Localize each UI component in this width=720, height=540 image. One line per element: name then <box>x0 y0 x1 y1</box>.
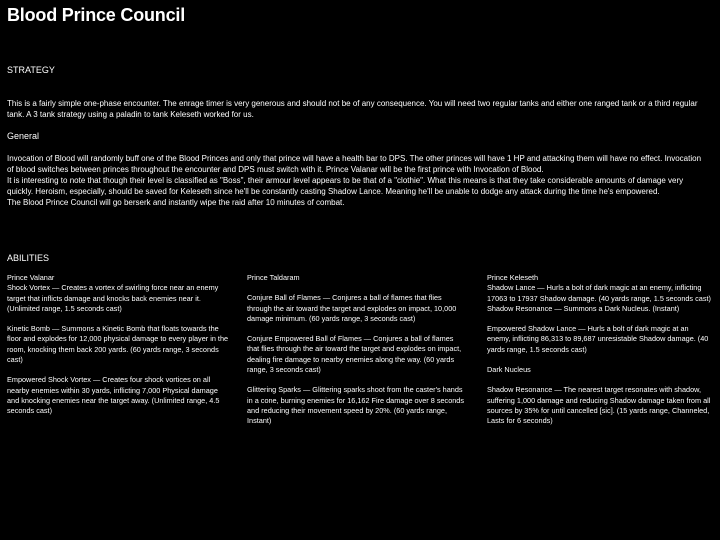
prince-valanar-name: Prince Valanar <box>7 273 55 282</box>
shadow-lance-ability: Shadow Lance — Hurls a bolt of dark magic at an enemy, inflicting 17063 to 17937 Shadow damage. (40 yards range, 1.5 seconds cast) <box>487 283 711 303</box>
taldaram-column <box>247 273 465 427</box>
kinetic-bomb-ability: Kinetic Bomb — Summons a Kinetic Bomb that floats towards the floor and explodes for 12,000 physical damage to every player in the room, knocking them back 200 yards. (60 yards range, 3 seconds cast) <box>7 324 229 365</box>
strategy-heading: STRATEGY <box>7 65 55 75</box>
nucleus-shadow-resonance-ability: Shadow Resonance — The nearest target resonates with shadow, suffering 1,000 damage and reducing Shadow damage taken from all sources by 35% for until cancelled [sic]. (15 yards range, Channeled, Lasts for 6 seconds) <box>487 385 711 426</box>
general-paragraph: It is interesting to note that though their level is classified as "Boss", their armour level appears to be that of a "clothie". What this means is that they take considerable amounts of damage very quickly. Heroism, especially, should be saved for Keleseth since he'll be constantly casting Shadow Lance. Meaning he'll be unable to dodge any attack during the time he's empowered. <box>7 176 684 196</box>
general-section <box>7 153 709 208</box>
general-heading: General <box>7 131 40 141</box>
dark-nucleus-heading: Dark Nucleus <box>487 365 531 375</box>
ball-of-flame-ability: Conjure Ball of Flames — Conjures a ball of flames that flies through the air toward the target and explodes on impact, 10,000 damage minimum. (60 yards range, 3 seconds cast) <box>247 293 457 323</box>
empowered-shadow-lance-ability: Empowered Shadow Lance — Hurls a bolt of dark magic at an enemy, inflicting 86,313 to 89,687 unresistable Shadow damage. (40 yards range, 1.5 seconds cast) <box>487 324 709 354</box>
prince-keleseth-name: Prince Keleseth <box>487 273 539 282</box>
empowered-shock-vortex-ability: Empowered Shock Vortex — Creates four shock vortices on all nearby enemies within 30 yards, inflicting 7,000 Physical damage and knocking enemies near the target away. (Unlimited range, 4.5 seconds cast) <box>7 375 220 416</box>
glittering-sparks-ability: Glittering Sparks — Glittering sparks shoot from the caster's hands in a cone, burning enemies for 16,162 Fire damage over 8 seconds and reducing their movement speed by 20%. (60 yards range, Instant) <box>247 385 465 426</box>
valanar-column <box>7 273 229 417</box>
page-title: Blood Prince Council <box>7 5 186 25</box>
general-paragraph: The Blood Prince Council will go berserk and instantly wipe the raid after 10 minutes of combat. <box>7 198 345 207</box>
strategy-intro: This is a fairly simple one-phase encounter. The enrage timer is very generous and should not be of any consequence. You will need two regular tanks and either one ranged tank or a third regular tank. A 3 tank strategy using a paladin to tank Keleseth worked for us. <box>7 99 698 119</box>
empowered-ball-of-flame-ability: Conjure Empowered Ball of Flames — Conjures a ball of flames that flies through the air toward the target and explodes on impact, dealing fire damage to nearby enemies along the way. (60 yards range, 3 seconds cast) <box>247 334 462 375</box>
prince-taldaram-name: Prince Taldaram <box>247 273 300 282</box>
general-paragraph: Invocation of Blood will randomly buff one of the Blood Princes and only that prince will have a health bar to DPS. The other princes will have 1 HP and attacking them will have no effect. Invocation of blood switches between princes throughout the encounter and DPS must switch with it. Prince Valanar will be the first prince with Invocation of Blood. <box>7 154 702 174</box>
shock-vortex-ability: Shock Vortex — Creates a vortex of swirling force near an enemy target that inflicts damage and knocks back enemies near it. (Unlimited range, 1.5 seconds cast) <box>7 283 219 313</box>
keleseth-column <box>487 273 712 427</box>
shadow-resonance-ability: Shadow Resonance — Summons a Dark Nucleus. (Instant) <box>487 303 680 313</box>
abilities-heading: ABILITIES <box>7 253 50 263</box>
